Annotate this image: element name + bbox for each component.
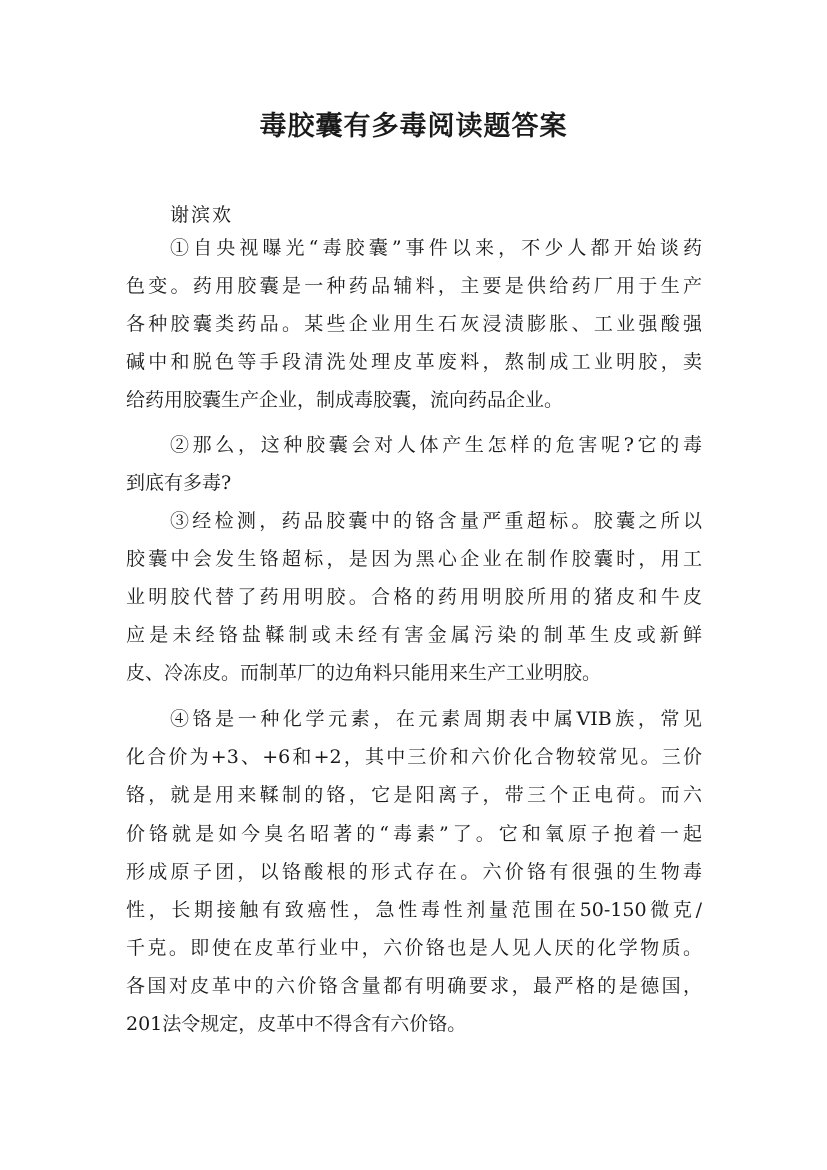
paragraph-4-line-7: 千克。即使在皮革行业中，六价铬也是人见人厌的化学物质。 [126,937,702,959]
paragraph-4-line-1: ④铬是一种化学元素，在元素周期表中属VIB族，常见 [170,708,702,730]
paragraph-1-line-2: 色变。药用胶囊是一种药品辅料，主要是供给药厂用于生产 [126,275,702,297]
paragraph-4-line-2: 化合价为+3、+6和+2，其中三价和六价化合物较常见。三价 [126,746,702,768]
paragraph-2-line-2: 到底有多毒? [126,472,232,494]
paragraph-3-line-3: 业明胶代替了药用明胶。合格的药用明胶所用的猪皮和牛皮 [126,586,702,608]
paragraph-1-line-4: 碱中和脱色等手段清洗处理皮革废料，熬制成工业明胶，卖 [126,351,702,373]
author-name: 谢滨欢 [170,204,234,226]
paragraph-4-line-9: 201法令规定，皮革中不得含有六价铬。 [126,1013,467,1035]
paragraph-3-line-1: ③经检测，药品胶囊中的铬含量严重超标。胶囊之所以 [170,510,702,532]
paragraph-1-line-3: 各种胶囊类药品。某些企业用生石灰浸渍膨胀、工业强酸强 [126,313,702,335]
paragraph-4-line-8: 各国对皮革中的六价铬含量都有明确要求，最严格的是德国， [126,975,702,997]
paragraph-4-line-3: 铬，就是用来鞣制的铬，它是阳离子，带三个正电荷。而六 [126,784,702,806]
document-title: 毒胶囊有多毒阅读题答案 [259,111,568,142]
paragraph-4-line-5: 形成原子团，以铬酸根的形式存在。六价铬有很强的生物毒 [126,861,702,883]
paragraph-3-line-4: 应是未经铬盐鞣制或未经有害金属污染的制革生皮或新鲜 [126,624,702,646]
paragraph-1-line-1: ①自央视曝光“毒胶囊”事件以来，不少人都开始谈药 [170,237,702,259]
paragraph-2-line-1: ②那么，这种胶囊会对人体产生怎样的危害呢?它的毒 [170,434,702,456]
paragraph-3-line-2: 胶囊中会发生铬超标，是因为黑心企业在制作胶囊时，用工 [126,548,702,570]
paragraph-1-line-5: 给药用胶囊生产企业，制成毒胶囊，流向药品企业。 [126,389,564,411]
paragraph-4-line-4: 价铬就是如今臭名昭著的“毒素”了。它和氧原子抱着一起 [126,823,702,845]
paragraph-3-line-5: 皮、冷冻皮。而制革厂的边角料只能用来生产工业明胶。 [126,662,602,684]
paragraph-4-line-6: 性，长期接触有致癌性，急性毒性剂量范围在50-150微克/ [126,899,702,921]
